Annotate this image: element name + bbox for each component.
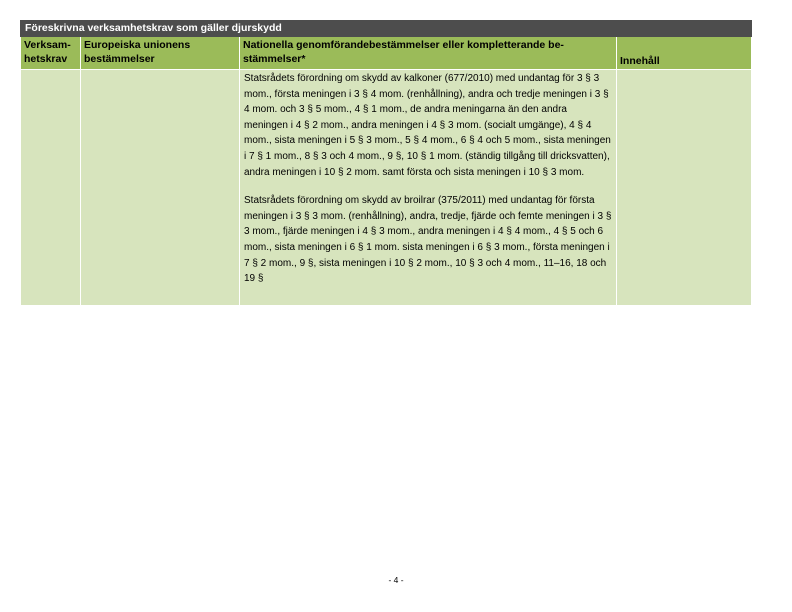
header-nationella-bestammelser: Nationella genomförandebestämmelser eller kompletterande be-stämmelser* [240, 37, 617, 70]
table-title: Föreskrivna verksamhetskrav som gäller djurskydd [21, 21, 752, 37]
header-eu-bestammelser: Europeiska unionens bestämmelser [81, 37, 240, 70]
header-innehall: Innehåll [617, 37, 752, 70]
header-verksamhetskrav: Verksam-hetskrav [21, 37, 81, 70]
page-number: - 4 - [388, 575, 404, 585]
cell-eu-bestammelser [81, 70, 240, 306]
cell-innehall [617, 70, 752, 306]
paragraph-broilrar: Statsrådets förordning om skydd av broilrar (375/2011) med undantag för första meningen i 3 § 3 mom. (renhållning), andra, tredje, fjärde och femte meningen i 3 § 3 mom., fjärde meningen i 4 § 3 mom., andra meningen i 4 § 4 mom., 4 § 5 och 6 mom., sista meningen i 6 § 1 mom. sista meningen i 6 § 3 mom., första meningen i 7 § 2 mom., 9 §, sista meningen i 10 § 2 mom., 10 § 3 och 4 mom., 11–16, 18 och 19 § [244, 195, 612, 285]
paragraph-kalkoner: Statsrådets förordning om skydd av kalkoner (677/2010) med undantag för 3 § 3 mom., första meningen i 3 § 4 mom. (renhållning), andra och tredje meningen i 3 § 4 mom. och 3 § 5 mom., 4 § 1 mom., de andra meningarna än den andra meningen i 4 § 2 mom., andra meningen i 4 § 3 mom. (socialt umgänge), 4 § 4 mom., sista meningen i 5 § 3 mom., 5 § 4 mom., 6 § 4 och 5 mom., sista meningen i 7 § 1 mom., 8 § 3 och 4 mom., 9 §, 10 § 1 mom. (ständig tillgång till dricksvatten), andra meningen i 10 § 2 mom. samt första och sista meningen i 10 § 3 mom. [244, 73, 611, 178]
table-header-row [21, 37, 752, 70]
cell-nationella-bestammelser [240, 70, 617, 306]
table-row [21, 70, 752, 306]
cell-verksamhetskrav [21, 70, 81, 306]
table-title-row [21, 21, 752, 37]
requirements-table [20, 20, 752, 305]
